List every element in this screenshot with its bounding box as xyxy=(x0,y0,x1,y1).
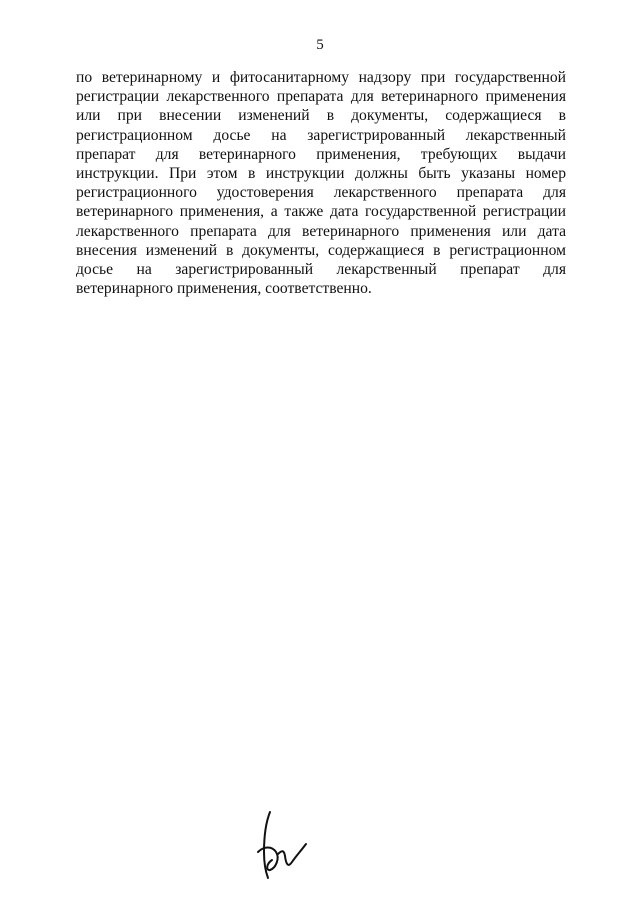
text-line: регистрационном досье на зарегистрированный лекарственный xyxy=(76,126,566,144)
text-line: регистрации лекарственного препарата для ветеринарного применения xyxy=(76,88,566,106)
text-line: инструкции. При этом в инструкции должны быть указаны номер xyxy=(76,164,566,182)
text-line: препарат для ветеринарного применения, требующих выдачи xyxy=(76,145,566,163)
text-line: лекарственного препарата для ветеринарного применения или дата xyxy=(76,222,566,240)
text-line: регистрационного удостоверения лекарственного препарата для xyxy=(76,184,566,202)
handwritten-signature-icon xyxy=(252,808,312,880)
text-line: ветеринарного применения, а также дата государственной регистрации xyxy=(76,203,566,221)
page-number: 5 xyxy=(316,37,324,53)
text-line: внесения изменений в документы, содержащиеся в регистрационном xyxy=(76,241,566,259)
body-paragraph xyxy=(76,68,566,298)
text-line: или при внесении изменений в документы, содержащиеся в xyxy=(76,107,566,125)
text-line: досье на зарегистрированный лекарственный препарат для xyxy=(76,260,566,278)
text-line: по ветеринарному и фитосанитарному надзору при государственной xyxy=(76,69,566,86)
text-line: ветеринарного применения, соответственно. xyxy=(76,280,372,298)
